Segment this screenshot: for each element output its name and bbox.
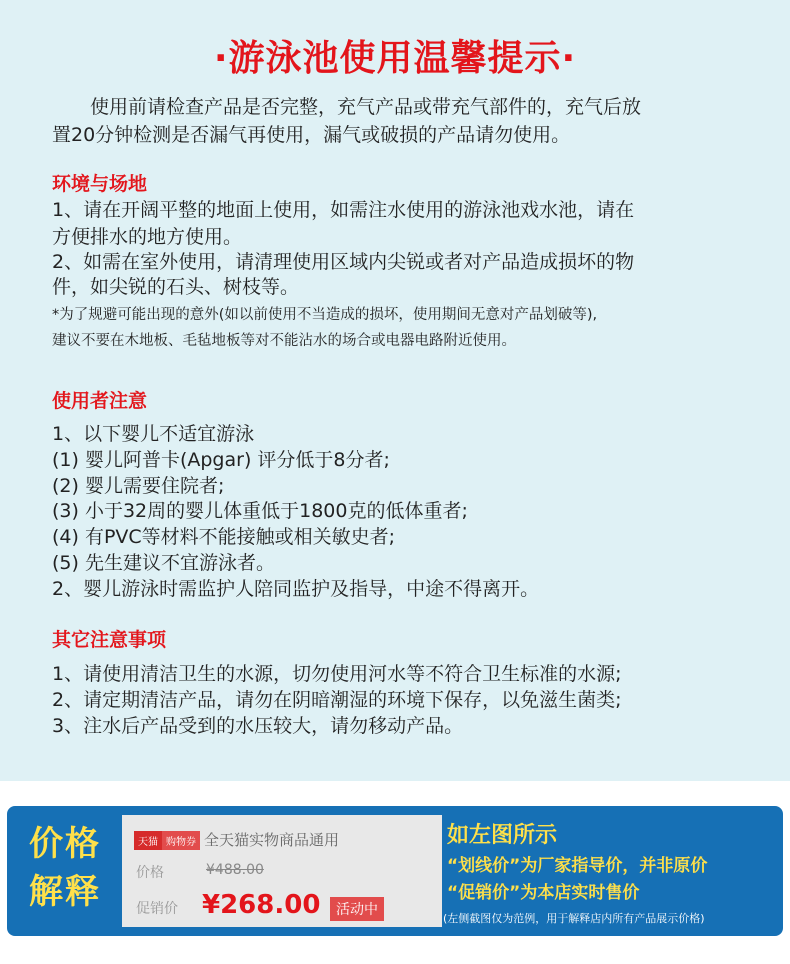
list-item: (1) 婴儿阿普卡(Apgar) 评分低于8分者;: [52, 449, 390, 471]
promo-price: ¥268.00: [202, 890, 321, 920]
intro-text: [52, 93, 742, 149]
list-item: (5) 先生建议不宜游泳者。: [52, 552, 275, 574]
promo-status-badge: 活动中: [330, 897, 384, 921]
banner-title-line-1: 价格: [29, 824, 101, 864]
section-heading-other: 其它注意事项: [52, 629, 167, 651]
promo-label: 促销价: [136, 901, 178, 917]
list-item: 方便排水的地方使用。: [52, 226, 243, 248]
intro-line-1: 使用前请检查产品是否完整，充气产品或带充气部件的，充气后放: [90, 96, 642, 118]
list-item: 3、注水后产品受到的水压较大，请勿移动产品。: [52, 715, 464, 737]
list-item: 1、请使用清洁卫生的水源，切勿使用河水等不符合卫生标准的水源;: [52, 663, 622, 685]
banner-title-line-2: 解释: [29, 872, 101, 912]
list-item: 件，如尖锐的石头、树枝等。: [52, 276, 300, 298]
explanation-line-2: “促销价”为本店实时售价: [447, 883, 640, 903]
list-item: 1、以下婴儿不适宜游泳: [52, 423, 255, 445]
original-price: ¥488.00: [206, 862, 264, 878]
note-line: 建议不要在木地板、毛毡地板等对不能沾水的场合或电器电路附近使用。: [52, 333, 516, 349]
price-example-panel: [122, 815, 442, 927]
list-item: 2、请定期清洁产品，请勿在阴暗潮湿的环境下保存，以免滋生菌类;: [52, 689, 622, 711]
banner-title: [29, 820, 101, 916]
list-item: (3) 小于32周的婴儿体重低于1800克的低体重者;: [52, 500, 468, 522]
list-item: 2、婴儿游泳时需监护人陪同监护及指导，中途不得离开。: [52, 578, 540, 600]
explanation-line-1: “划线价”为厂家指导价，并非原价: [447, 856, 708, 876]
intro-line-2: 置20分钟检测是否漏气再使用，漏气或破损的产品请勿使用。: [52, 124, 571, 146]
list-item: (2) 婴儿需要住院者;: [52, 475, 225, 497]
price-explanation-banner: [7, 806, 783, 936]
list-item: (4) 有PVC等材料不能接触或相关敏史者;: [52, 526, 396, 548]
list-item: 1、请在开阔平整的地面上使用，如需注水使用的游泳池戏水池，请在: [52, 199, 635, 221]
section-heading-environment: 环境与场地: [52, 173, 148, 195]
page-title: ·游泳池使用温馨提示·: [213, 38, 577, 79]
coupon-badge: 购物券: [162, 831, 200, 850]
tmall-badge: 天猫: [134, 831, 162, 850]
common-text: 全天猫实物商品通用: [204, 831, 340, 849]
note-line: *为了规避可能出现的意外(如以前使用不当造成的损坏，使用期间无意对产品划破等),: [52, 307, 598, 323]
explanation-title: 如左图所示: [447, 823, 558, 848]
price-label: 价格: [136, 865, 164, 881]
section-heading-users: 使用者注意: [52, 390, 148, 412]
explanation-note: (左侧截图仅为范例，用于解释店内所有产品展示价格): [443, 912, 705, 925]
list-item: 2、如需在室外使用，请清理使用区域内尖锐或者对产品造成损坏的物: [52, 251, 635, 273]
